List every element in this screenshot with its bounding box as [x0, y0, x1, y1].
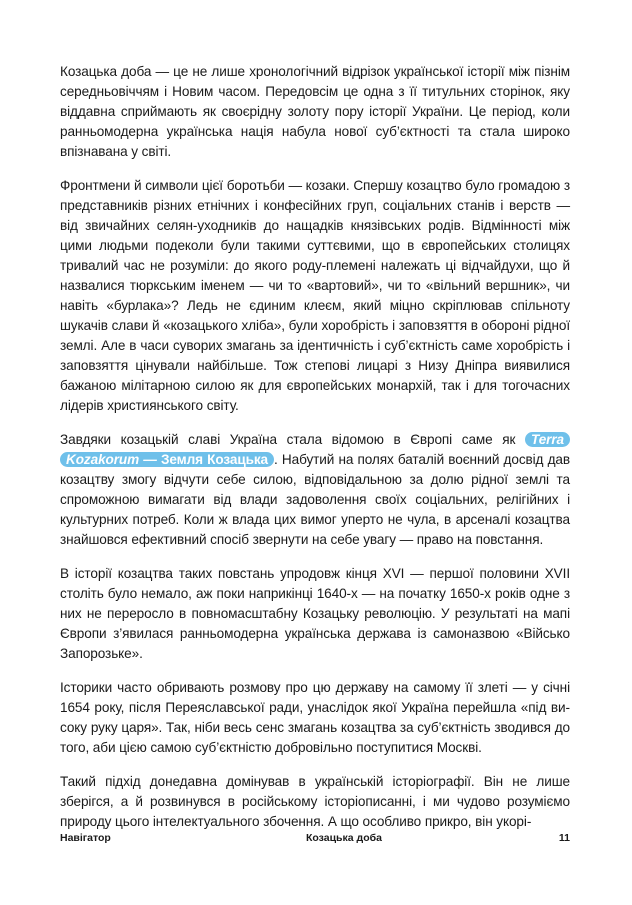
- paragraph-terra-kozakorum: [60, 430, 570, 550]
- footer-book-title: Козацька доба: [306, 832, 382, 844]
- page-number: 11: [558, 832, 570, 844]
- paragraph-historiography: Такий підхід донедавна домінував в українській історіографії. Він не лише зберігся, а й розвинувся в російському історіописанні, і ми чудово розуміємо природу цього інтелектуального збочення. А що особливо прикро, він укорі-: [60, 774, 570, 829]
- footer-book-series: Навігатор: [60, 832, 111, 844]
- paragraph-intro: Козацька доба — це не лише хронологічний відрізок української історії між пізнім середньовіччям і Новим часом. Передовсім це одна з її титульних сторінок, яку віддавна сприймають як своєрідну золоту пору історії України. Це період, коли ранньомодерна українська нація набула нової суб’єктності та стала широко впізнавана у світі.: [60, 64, 570, 159]
- paragraph-text-after: . Набутий на полях баталій воєнний досвід дав козацтву змогу відчути себе силою, відповідальною за долю рідної землі та спроможною вимагати від влади задоволення своїх соціальних, релігійних і культурних потреб. Коли ж влада цих вимог уперто не чула, в арсеналі козацтва знайшовся ефективний спосіб звернути на себе увагу — право на повстання.: [60, 452, 570, 547]
- page-body: [60, 62, 570, 846]
- paragraph-cossacks-symbols: Фронтмени й символи цієї боротьби — козаки. Спершу козацтво було громадою з представників різних етнічних і конфесійних груп, соціальних станів і верств — від звичайних селян-уходників до нащадків князівських родів. Відмінності між цими людьми подеколи були такими суттєвими, що в європейських столицях тривалий час не розуміли: до якого роду-племені належать ці відчайдухи, що й назвалися тюркським іменем — чи то «вартовий», чи то «вільний вершник», чи навіть «бурлака»? Ледь не єдиним клеєм, який міцно скріплював спільноту шукачів слави й «козацького хліба», були хоробрість і заповзяття в обороні рідної землі. Але в часи суворих змагань за ідентичність і суб’єктність саме хоробрість і заповзяття цінували найбільше. Тож степові лицарі з Низу Дніпра виявилися бажаною мілітарною силою як для європейських монархій, так і для тогочасних лідерів християнського світу.: [60, 178, 570, 413]
- page-footer: [60, 832, 570, 850]
- paragraph-uprisings: В історії козацтва таких повстань упродовж кінця XVI — першої половини XVII століть було немало, аж поки наприкінці 1640-х — на початку 1650-х років одне з них не переросло в повномасштабну Козацьку революцію. У результаті на мапі Європи з’явилася ранньомодерна українська держава із самоназвою «Військо Запорозьке».: [60, 566, 570, 661]
- highlight-latin-term: Terra Kozakorum —: [66, 432, 564, 467]
- highlight-ukrainian-term: Земля Козацька: [160, 452, 269, 467]
- paragraph-historians: Історики часто обривають розмову про цю державу на самому її злеті — у січні 1654 року, після Переяславської ради, унаслідок якої Україна перейшла «під високу руку царя». Так, ніби весь сенс змагань козацтва за суб’єктність зводився до того, аби цією самою суб’єктністю добровільно поступитися Москві.: [60, 680, 570, 755]
- paragraph-text-before: Завдяки козацькій славі Україна стала відомою в Європі саме як: [60, 432, 525, 447]
